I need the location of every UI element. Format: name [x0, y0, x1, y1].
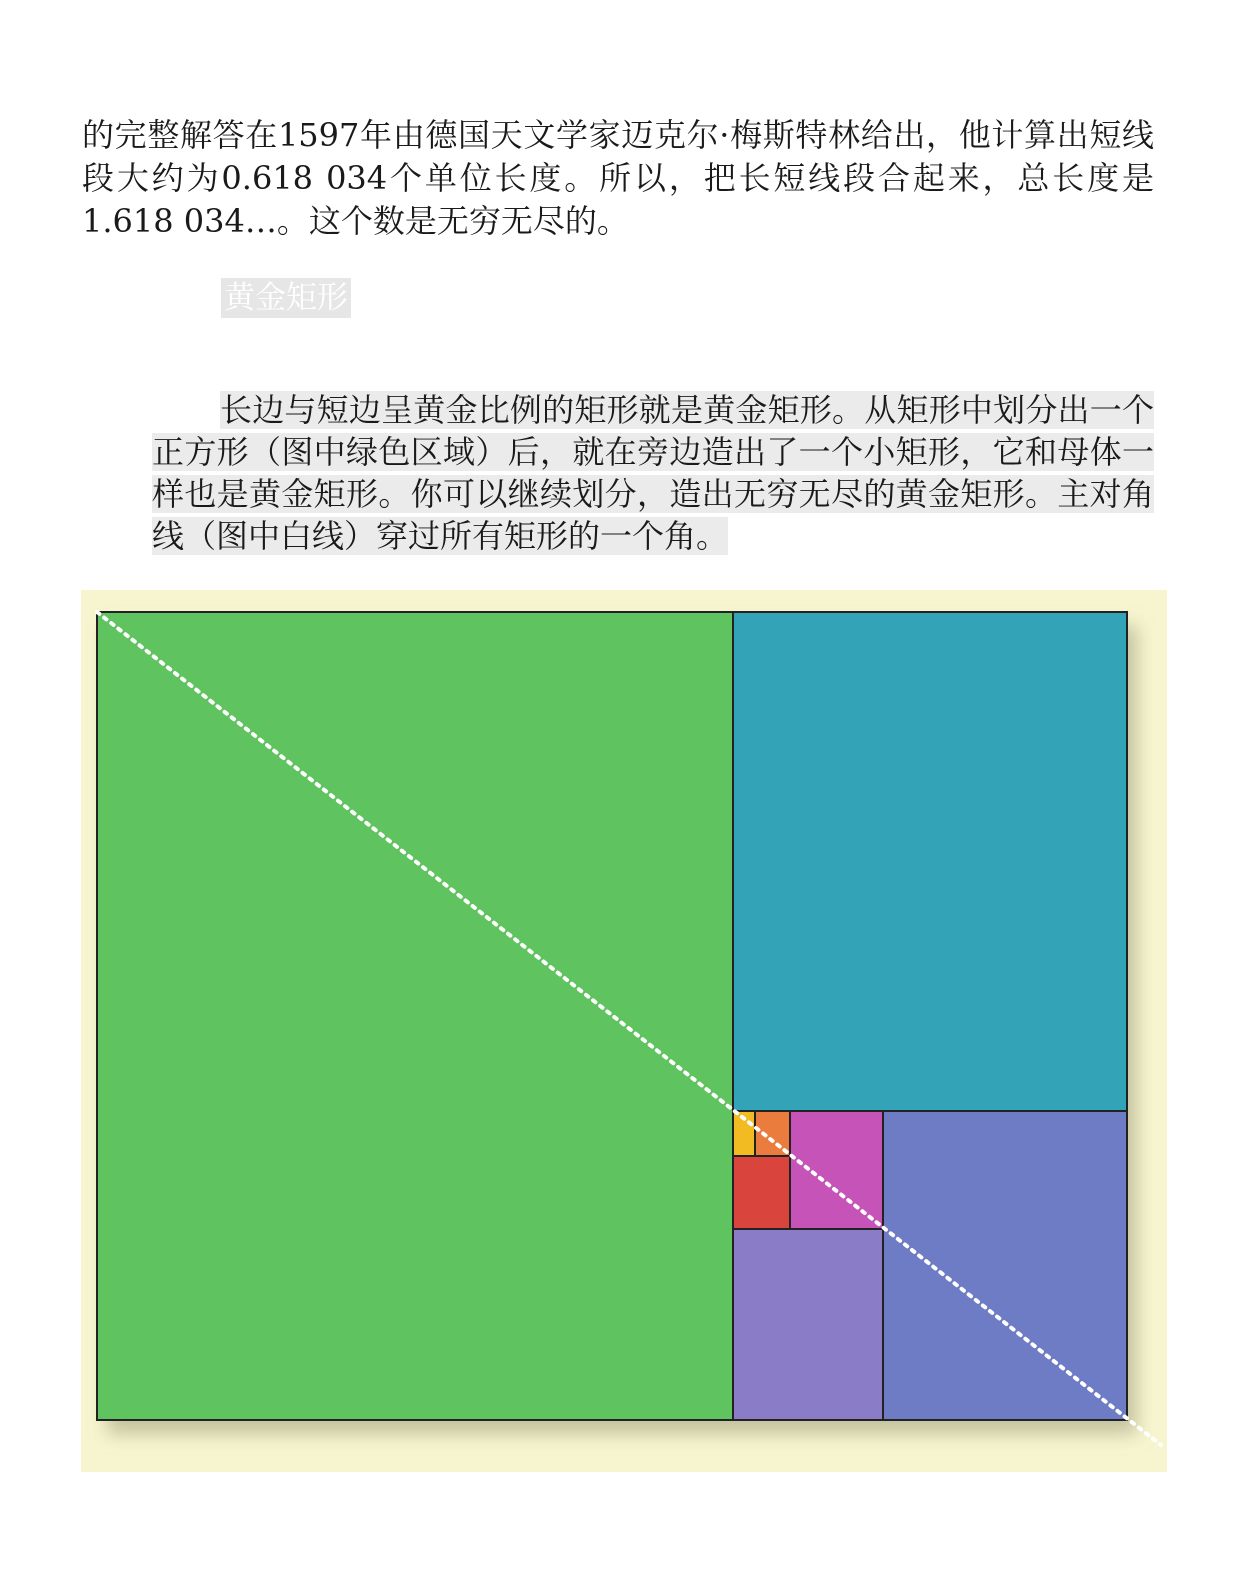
square-blue-purple	[883, 1111, 1127, 1420]
square-magenta	[790, 1111, 883, 1229]
intro-paragraph: 的完整解答在1597年由德国天文学家迈克尔·梅斯特林给出，他计算出短线段大约为0.618 034个单位长度。所以，把长短线段合起来，总长度是1.618 034…。这个数是无穷无尽的。	[82, 116, 1154, 240]
section-heading: 黄金矩形	[221, 278, 351, 318]
golden-rectangle-figure	[81, 590, 1167, 1472]
square-teal	[733, 612, 1127, 1111]
square-red	[733, 1156, 790, 1229]
square-lavender	[733, 1229, 883, 1420]
golden-rectangle-diagram	[81, 590, 1167, 1472]
golden-rectangle-text: 长边与短边呈黄金比例的矩形就是黄金矩形。从矩形中划分出一个正方形（图中绿色区域）后，就在旁边造出了一个小矩形，它和母体一样也是黄金矩形。你可以继续划分，造出无穷无尽的黄金矩形。主对角线（图中白线）穿过所有矩形的一个角。	[152, 391, 1154, 555]
golden-rectangle-paragraph	[152, 389, 1154, 557]
square-green	[97, 612, 733, 1420]
